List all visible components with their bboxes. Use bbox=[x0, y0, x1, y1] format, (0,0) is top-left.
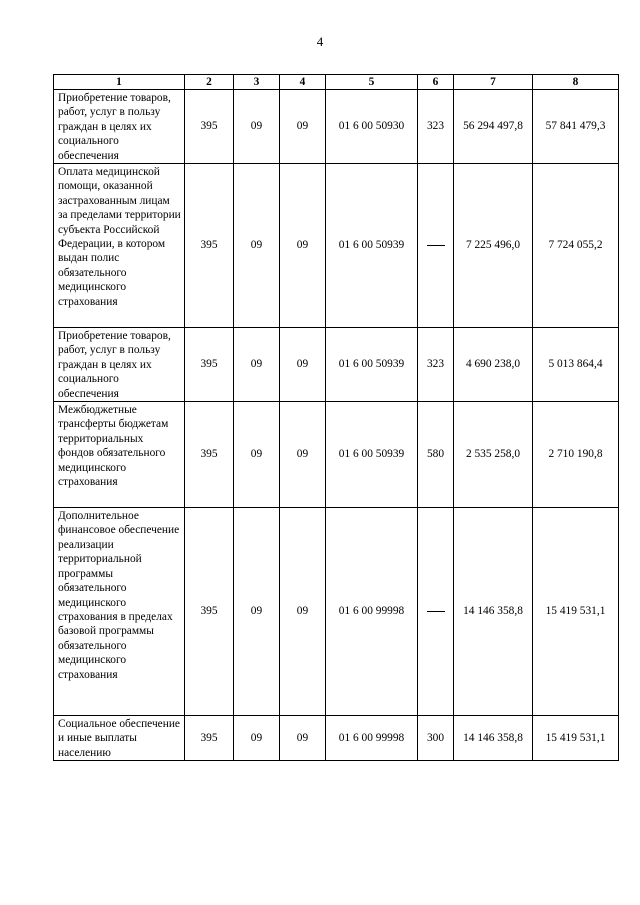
target-article-code: 01 6 00 99998 bbox=[326, 508, 418, 716]
amount-year-2: 15 419 531,1 bbox=[533, 508, 619, 716]
column-header-3: 3 bbox=[234, 75, 280, 90]
column-header-5: 5 bbox=[326, 75, 418, 90]
section-code: 09 bbox=[234, 716, 280, 761]
expense-type-code bbox=[418, 508, 454, 716]
subsection-code: 09 bbox=[280, 164, 326, 328]
admin-code: 395 bbox=[185, 164, 234, 328]
admin-code: 395 bbox=[185, 402, 234, 508]
table-row bbox=[54, 508, 619, 716]
table-row bbox=[54, 328, 619, 402]
section-code: 09 bbox=[234, 164, 280, 328]
amount-year-1: 14 146 358,8 bbox=[454, 716, 533, 761]
column-header-8: 8 bbox=[533, 75, 619, 90]
amount-year-1: 56 294 497,8 bbox=[454, 90, 533, 164]
table-row bbox=[54, 164, 619, 328]
header-row bbox=[54, 75, 619, 90]
expense-type-code: 323 bbox=[418, 328, 454, 402]
table-row bbox=[54, 90, 619, 164]
expense-type-code: 580 bbox=[418, 402, 454, 508]
row-name: Приобретение товаров, работ, услуг в пользу граждан в целях их социального обеспечения bbox=[54, 90, 185, 164]
row-name: Приобретение товаров, работ, услуг в пользу граждан в целях их социального обеспечения bbox=[54, 328, 185, 402]
section-code: 09 bbox=[234, 508, 280, 716]
column-header-7: 7 bbox=[454, 75, 533, 90]
row-name: Социальное обеспечение и иные выплаты населению bbox=[54, 716, 185, 761]
amount-year-2: 7 724 055,2 bbox=[533, 164, 619, 328]
expense-type-code: 323 bbox=[418, 90, 454, 164]
section-code: 09 bbox=[234, 402, 280, 508]
subsection-code: 09 bbox=[280, 508, 326, 716]
target-article-code: 01 6 00 50939 bbox=[326, 328, 418, 402]
table-row bbox=[54, 402, 619, 508]
expense-type-code: 300 bbox=[418, 716, 454, 761]
table-row bbox=[54, 716, 619, 761]
target-article-code: 01 6 00 50939 bbox=[326, 402, 418, 508]
budget-table bbox=[53, 74, 619, 761]
subsection-code: 09 bbox=[280, 90, 326, 164]
section-code: 09 bbox=[234, 90, 280, 164]
amount-year-1: 2 535 258,0 bbox=[454, 402, 533, 508]
row-name: Дополнительное финансовое обеспечение реализации территориальной программы обязательного медицинского страхования в пределах базовой программы обязательного медицинского страхования bbox=[54, 508, 185, 716]
empty-dash bbox=[427, 611, 445, 612]
amount-year-2: 2 710 190,8 bbox=[533, 402, 619, 508]
target-article-code: 01 6 00 99998 bbox=[326, 716, 418, 761]
amount-year-1: 4 690 238,0 bbox=[454, 328, 533, 402]
admin-code: 395 bbox=[185, 508, 234, 716]
admin-code: 395 bbox=[185, 716, 234, 761]
expense-type-code bbox=[418, 164, 454, 328]
amount-year-1: 7 225 496,0 bbox=[454, 164, 533, 328]
subsection-code: 09 bbox=[280, 716, 326, 761]
target-article-code: 01 6 00 50939 bbox=[326, 164, 418, 328]
amount-year-2: 15 419 531,1 bbox=[533, 716, 619, 761]
section-code: 09 bbox=[234, 328, 280, 402]
page-number: 4 bbox=[316, 34, 324, 49]
subsection-code: 09 bbox=[280, 328, 326, 402]
column-header-2: 2 bbox=[185, 75, 234, 90]
column-header-1: 1 bbox=[54, 75, 185, 90]
subsection-code: 09 bbox=[280, 402, 326, 508]
admin-code: 395 bbox=[185, 90, 234, 164]
empty-dash bbox=[427, 245, 445, 246]
column-header-4: 4 bbox=[280, 75, 326, 90]
amount-year-1: 14 146 358,8 bbox=[454, 508, 533, 716]
amount-year-2: 5 013 864,4 bbox=[533, 328, 619, 402]
amount-year-2: 57 841 479,3 bbox=[533, 90, 619, 164]
admin-code: 395 bbox=[185, 328, 234, 402]
row-name: Оплата медицинской помощи, оказанной застрахованным лицам за пределами территории субъекта Российской Федерации, в котором выдан полис обязательного медицинского страхования bbox=[54, 164, 185, 328]
row-name: Межбюджетные трансферты бюджетам территориальных фондов обязательного медицинского страхования bbox=[54, 402, 185, 508]
column-header-6: 6 bbox=[418, 75, 454, 90]
target-article-code: 01 6 00 50930 bbox=[326, 90, 418, 164]
